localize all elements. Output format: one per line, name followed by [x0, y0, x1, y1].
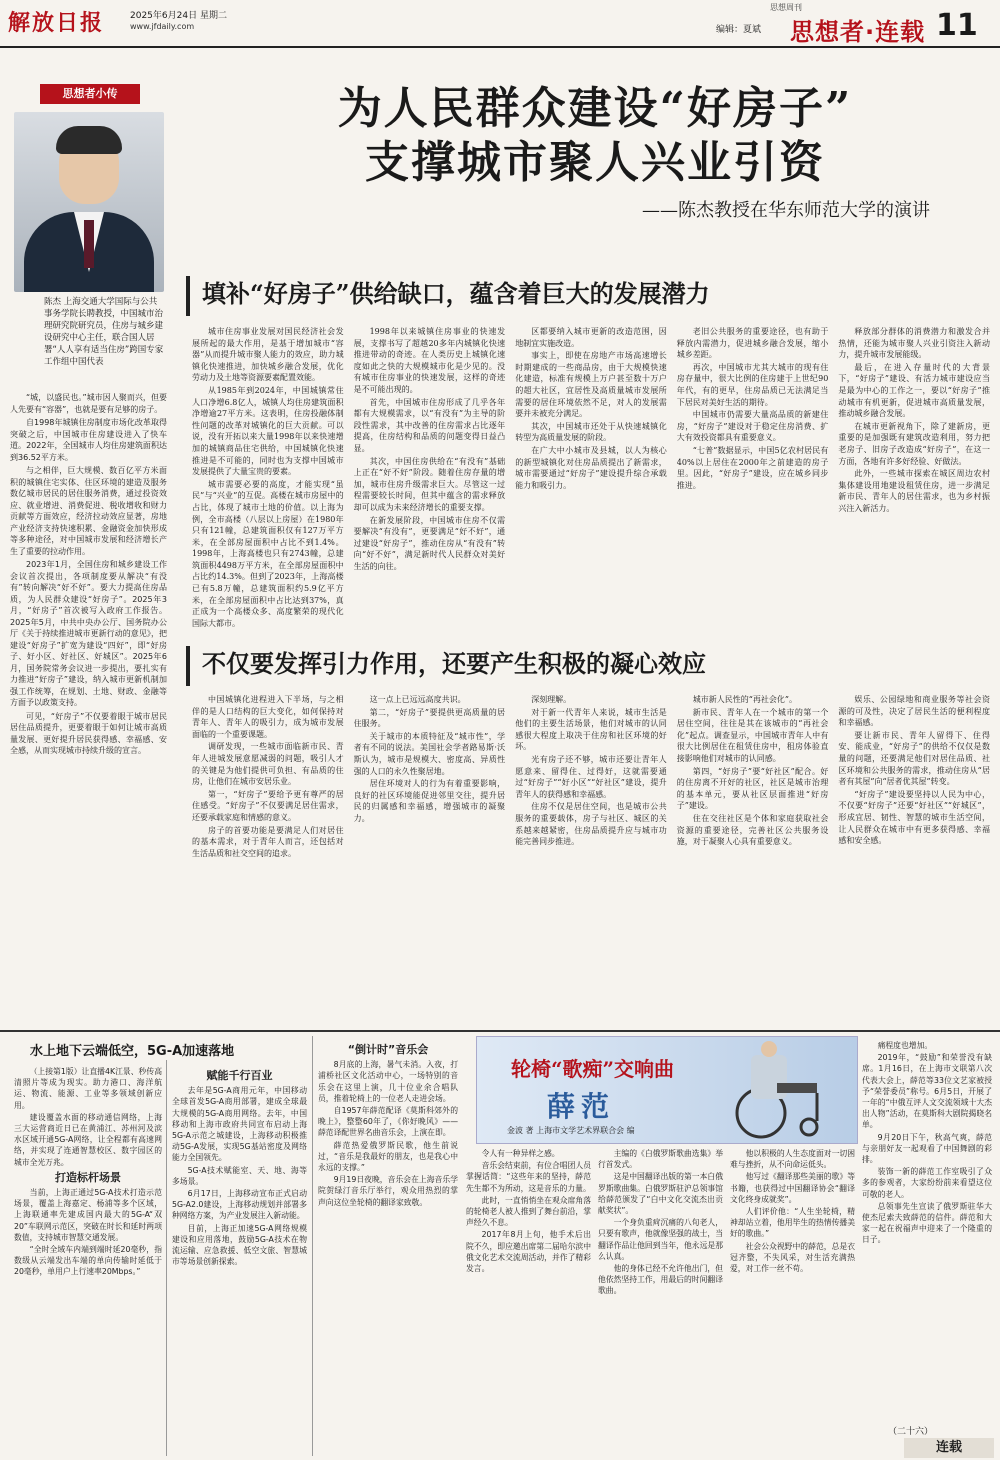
serial-column	[730, 1148, 855, 1454]
paragraph: 第二，“好房子”要提供更高质量的居住服务。	[353, 707, 506, 729]
news-column	[172, 1066, 307, 1460]
paragraph: 对于新一代青年人来说，城市生活是他们的主要生活场景，他们对城市的认同感很大程度上取决于住房和社区环境的好坏。	[515, 707, 667, 752]
paragraph: 第四，“好房子”要“好社区”配合。好的住房离不开好的社区，社区是城市治理的基本单元，要从社区层面推进“好房子”建设。	[676, 766, 829, 811]
serial-column	[466, 1148, 591, 1454]
sidebar-paragraph: 自1998年城镇住房制度市场化改革取得突破之后，中国城市住房建设进入了快车道。2022年，全国城市人均住房建筑面积达到36.52平方米。	[10, 418, 167, 462]
sidebar-article	[10, 392, 167, 759]
article-column	[838, 326, 990, 638]
paragraph: 痛程度也增加。	[877, 1041, 933, 1050]
book-credit: 金波 著 上海市文学艺术界联合会 编	[507, 1126, 635, 1135]
masthead	[0, 0, 1000, 48]
paragraph: 此时，一直悄悄坐在观众席角落的轮椅老人被人推到了舞台前沿，掌声经久不息。	[466, 1195, 591, 1228]
paragraph: 老旧公共服务的重要途径，也有助于释放内需潜力，促进城乡融合发展，缩小城乡差距。	[676, 327, 829, 360]
bio-tag: 思想者小传	[40, 84, 140, 104]
paragraph: 5G-A技术赋能室、天、地、海等多场景。	[172, 1165, 307, 1186]
paragraph: 他的身体已经不允许他出门，但他依然坚持工作，用最后的时间翻译歌曲。	[598, 1264, 723, 1296]
paragraph: 1998年以来城镇住房事业的快速发展，支撑书写了超越20多年内城镇化快速推进带动的奇迹。在人类历史上城镇化速度如此之快的大规模城市化是少见的。没有城市住房事业的快速发展，这样的奇迹是不可能出现的。	[353, 327, 506, 394]
sidebar-paragraph: 与之相伴，巨大规模、数百亿平方米面积的城镇住宅实体、住区环境的建造及服务数亿城市居民的居住服务消费，通过投资效应、就业增进、消费促进、税收增收和财力贡献等方面效应，经济拉动效应显著，房地产业经济支持快速积累、金融资金加快形成等多种途径，对中国城市发展和经济增长产生了重要的拉动作用。	[10, 466, 167, 556]
paragraph: 首先，中国城市住房形成了几乎各年都有大规模需求，以“有没有”为主导的阶段性需求，其中改善的住房需求占比逐年提高，住房结构和品质的问题变得日益凸显。	[353, 397, 506, 453]
paragraph: 主编的《白俄罗斯歌曲选集》举行首发式。	[598, 1149, 723, 1170]
book-title: 轮椅“歌痴”交响曲	[511, 1057, 675, 1081]
serial-column	[318, 1040, 458, 1454]
paragraph: 令人有一种异样之感。	[481, 1149, 560, 1158]
section-2-body	[192, 694, 990, 1024]
paragraph: 此外，一些城市探索在城区周边农村集体建设用地建设租赁住房，进一步满足新市民、青年人的居住需求，也为乡村振兴注入新活力。	[838, 469, 990, 513]
paragraph: 他以积极的人生态度面对一切困难与挫折，从不向命运低头。	[730, 1149, 855, 1170]
paragraph: 新市民、青年人在一个城市的第一个居住空间，往往是其在该城市的“再社会化”起点。调查显示，中国城市青年人中有很大比例居住在租赁住房中，租房体验直接影响他们对城市的认同感。	[676, 707, 829, 763]
serial-column	[862, 1040, 992, 1420]
headline-line-2: 支撑城市聚人兴业引资	[365, 137, 825, 188]
paragraph: 中国城市仍需要大量高品质的新建住房，“好房子”建设对于稳定住房消费、扩大有效投资都具有重要意义。	[676, 410, 829, 443]
paragraph: 他写过《翻译那些美丽的歌》等书籍，也获得过中国翻译协会“翻译文化终身成就奖”。	[730, 1172, 855, 1204]
article-column	[354, 694, 506, 1024]
website-link[interactable]: www.jfdaily.com	[130, 22, 195, 31]
paragraph: 最后，在进入存量时代的大背景下，“好房子”建设、有活力城市建设应当是最为中心的工作之一，要以“好房子”推动城市有机更新，促进城市高质量发展，推动城乡融合发展。	[838, 362, 990, 419]
paragraph: 2019年，“鼓励”和荣誉没有缺席。1月16日，在上海市文联第八次代表大会上，薛范等33位文艺家被授予“荣誉委员”称号。6月5日，开展了一年的“中俄互评人文交流领域十大杰出人物”活动，在莫斯科大剧院揭晓名单。	[862, 1053, 992, 1130]
paragraph: 住在交往社区是个体和家庭获取社会资源的重要途径，完善社区公共服务设施，对于凝聚人心具有重要意义。	[676, 813, 829, 847]
paragraph: 音乐会结束前，有位合唱团人员掌握话筒：“这些年来的坚持，薛范先生都不为所动，这是音乐的力量。	[466, 1161, 591, 1193]
weekly-label: 思想周刊	[770, 3, 802, 12]
paragraph: 社会公众视野中的薛范，总是衣冠齐整，不失风采，对生活充满热爱，对工作一丝不苟。	[730, 1241, 855, 1274]
news-subheading: 赋能千行百业	[206, 1069, 273, 1082]
paragraph: “全时全域车内端到端时延20毫秒，指数级从云端发出车端的单向传输时延低于20毫秒，单用户上行速率20Mbps。”	[14, 1245, 162, 1277]
newspaper-logo: 解放日报	[8, 10, 105, 36]
editor-credit: 编辑：夏斌	[716, 25, 762, 35]
sidebar-paragraph: “城，以盛民也。”城市因人聚而兴，但要人先要有“容器”，也就是要有足够的房子。	[10, 393, 167, 414]
paragraph: 自1957年薛范配译《莫斯科郊外的晚上》，整整60年了，《你好晚风》——薛范译配世界名曲音乐会，上演在即。	[318, 1106, 458, 1138]
paragraph: 关于城市的本质特征及“城市性”，学者有不同的说法。美国社会学者路易斯·沃斯认为，城市是规模大、密度高、异质性强的人口的永久性聚居地。	[353, 731, 506, 776]
section-1-body	[192, 326, 990, 638]
paragraph: 装饰一新的薛范工作室吸引了众多的参观者，大家纷纷前来看望这位可敬的老人。	[862, 1167, 992, 1199]
paragraph: 城市需要必要的高度，才能实现“虽民”与“兴业”的互促。高楼在城市房屋中的占比，体现了城市土地的价值。以上海为例，全市高楼（八层以上房屋）在1980年只有121幢，总建筑面积仅有127万平方米，在全部房屋面积中占比不到1.4%。1998年，上海高楼也只有2743幢，总建筑面积4498万平方米，在全部房屋面积中占比约14.3%。但到了2023年，上海高楼已有5.8万幢，总建筑面积约5.9亿平方米，在全部房屋面积中占比达到37%，真正成为一个高楼众多、高度繁荣的现代化国际大都市。	[192, 479, 344, 628]
article-column	[515, 694, 667, 1024]
article-column	[192, 694, 344, 1024]
page-number: 11	[936, 8, 978, 43]
paragraph: 娱乐、公园绿地和商业服务等社会资源的可及性，决定了居民生活的便利程度和幸福感。	[838, 695, 990, 728]
paragraph: 城市住房事业发展对国民经济社会发展所起的最大作用，是基于增加城市“容器”从而提升城市聚人能力的效应，助力城镇化快速推进，加快城乡融合发展，优化劳动力及土地等资源要素配置效能。	[192, 327, 344, 383]
paragraph: 6月17日，上海移动宣布正式启动5G-A2.0建设，上海移动规划并部署多种网络方案，为产业发展注入新动能。	[172, 1189, 307, 1221]
paragraph: “好房子”建设要坚持以人民为中心，不仅要“好房子”还要“好社区”“好城区”，形成宜居、韧性、智慧的城市生活空间，让人民群众在城市中有更多获得感、幸福感和安全感。	[838, 789, 990, 846]
author-portrait	[14, 112, 164, 292]
paragraph: 深刻理解。	[531, 695, 572, 704]
column-divider	[312, 1036, 313, 1456]
paragraph: 释放部分群体的消费潜力和激发合并热情，还能为城市聚人兴业引资注入新动力，提升城市发展能级。	[838, 327, 990, 360]
column-divider	[166, 1060, 167, 1456]
sidebar-paragraph: 可见，“好房子”不仅要着眼于城市居民居住品质提升，更要着眼于如何让城市高质量发展、更好提升居民获得感、幸福感、安全感，从而实现城市持续升级的宣言。	[10, 711, 167, 755]
paragraph: 这是中国翻译出版的第一本白俄罗斯歌曲集。白俄罗斯驻沪总领事馆给薛范颁发了“白中文化交流杰出贡献奖状”。	[598, 1172, 723, 1216]
paragraph: 当前，上海正通过5G-A技术打造示范场景，覆盖上海嘉定、杨浦等多个区域，上海联通率先建成国内最大的5G-A“双20”车联网示范区，突破在时长和延时两项数值，支持城市智慧交通发展。	[14, 1188, 162, 1242]
book-banner	[476, 1036, 858, 1144]
news-subheading: 打造标杆场景	[55, 1170, 121, 1184]
paragraph: 再次，中国城市尤其大城市的现有住房存量中，很大比例的住房建于上世纪90年代，有的更早，住房品质已无法满足当下居民对美好生活的期待。	[676, 362, 829, 407]
sidebar-paragraph: 2023年1月，全国住房和城乡建设工作会议首次提出，各项制度要从解决“有没有”转向解决“好不好”。要大力提高住房品质，为人民群众建设“好房子”。2025年3月，“好房子”首次被写入政府工作报告。2025年5月，中共中央办公厅、国务院办公厅《关于持续推进城市更新行动的意见》，把建设“好房子”扩宽为建设“四好”，即“好房子、好小区、好社区、好城区”。2025年6月，国务院常务会议进一步提出，要扎实有力推进“好房子”建设，纳入城市更新机制加强工作统筹，在规划、土地、财政、金融等方面予以政策支持。	[10, 560, 167, 707]
paragraph: 区都要纳入城市更新的改造范围，因地制宜实施改造。	[515, 327, 667, 348]
paragraph: 人们评价他：“人生坐轮椅，精神却站立着，他用毕生的热情传播美好的歌曲。”	[730, 1207, 855, 1239]
section-name: 思想者·连载	[790, 18, 926, 46]
section-2-title: 不仅要发挥引力作用，还要产生积极的凝心效应	[186, 646, 986, 686]
paragraph: 在广大中小城市及县城，以人为核心的新型城镇化对住房品质提出了新需求，城市需要通过“好房子”建设提升综合承载能力和吸引力。	[515, 445, 667, 490]
paragraph: 调研发现，一些城市面临新市民、青年人进城发展意愿减弱的问题，吸引人才的关键是为他们提供可负担、有品质的住房，让他们在城市安居乐业。	[192, 742, 344, 787]
paragraph: 这一点上已远远高度共识。	[369, 695, 466, 704]
paragraph: 薛范热爱俄罗斯民歌，他生前说过，“音乐是我最好的朋友，也是我心中永远的支撑。”	[318, 1140, 458, 1173]
main-headline	[200, 82, 990, 222]
article-column	[677, 694, 829, 1024]
issue-date: 2025年6月24日 星期二	[130, 11, 227, 21]
paragraph: 去年是5G-A商用元年，中国移动全球首发5G-A商用部署，建成全球最大规模的5G-A商用网络。去年，中国移动和上海市政府共同宣布启动上海5G-A示范之城建设，上海移动积极推动5G-A发展，实现5G基站密度及网络能力全国领先。	[172, 1086, 307, 1163]
paragraph: 建设覆盖水面的移动通信网络，上海三大运营商近日已在黄浦江、苏州河及滨水区域开通5G-A网络，让全程都有高速网络，并实现了连通智慧校区、数字园区的城市全光万兆。	[14, 1112, 162, 1167]
paragraph: （上接第1版）让直播4K江景、秒传高清照片等成为现实。助力港口、海洋航运、物流、能源、工业等多领域创新应用。	[14, 1067, 162, 1110]
headline-subtitle: ——陈杰教授在华东师范大学的演讲	[642, 200, 930, 221]
paragraph: 城市新人民性的“再社会化”。	[692, 695, 797, 704]
article-column	[677, 326, 829, 638]
serial-subheading: “倒计时”音乐会	[347, 1043, 429, 1056]
paragraph: 房子的首要功能是要满足人们对居住的基本需求，对于青年人而言，还包括对生活品质和社交空间的追求。	[192, 825, 344, 858]
paragraph: 8月底的上海，暑气未消。入夜，打浦桥社区文化活动中心，一场特别的音乐会在这里上演，几十位业余合唱队员，推着轮椅上的一位老人走进会场。	[318, 1060, 458, 1103]
paragraph: 2017年8月上旬，他手术后出院不久，即应邀出席第二届哈尔滨中俄文化艺术交流周活动，并作了精彩发言。	[466, 1230, 591, 1274]
paragraph: 一个身负重疴沉痛的八旬老人，只要有歌声，他就像坚强的战士，当翻译作品让他回到当年，他永远是那么认真。	[598, 1218, 723, 1261]
serial-label: 连载	[904, 1438, 994, 1458]
paragraph: 居住环境对人的行为有着重要影响，良好的社区环境能促进邻里交往，提升居民的归属感和幸福感，增强城市的凝聚力。	[353, 779, 506, 823]
paragraph: 总领事先生宣读了俄罗斯驻华大使杰尼索夫致薛范的信件。薛范和大家一起在祝福声中迎来了一个隆重的日子。	[862, 1201, 992, 1245]
paragraph: 9月19日夜晚，音乐会在上海音乐学院贺绿汀音乐厅举行，观众用热烈的掌声向这位坐轮椅的翻译家致敬。	[318, 1175, 458, 1207]
paragraph: 事实上，即使在房地产市场高速增长时期建成的一些商品房，由于大规模快速化建造，标准有规模上万户甚至数十万户的超大社区，宜居性及高质量城市发展所需要的居住环境依然不足，对人的发展需要并未被充分满足。	[515, 351, 667, 419]
paragraph: 要让新市民、青年人留得下、住得安、能成业，“好房子”的供给不仅仅是数量的问题，还要满足他们对居住品质、社区环境和公共服务的需求，推动住房从“居者有其屋”向“居者优其屋”转变。	[838, 730, 990, 787]
paragraph: 光有房子还不够，城市还要让青年人愿意来、留得住、过得好，这就需要通过“好房子”“好小区”“好社区”建设，提升青年人的获得感和幸福感。	[515, 754, 667, 799]
article-column	[515, 326, 667, 638]
wheelchair-illustration	[691, 1041, 851, 1141]
news-column	[14, 1066, 162, 1454]
paragraph: 目前，上海正加速5G-A网络规模建设和应用落地，鼓励5G-A技术在物流运输、应急救援、低空文旅、智慧城市等场景创新探索。	[172, 1223, 307, 1267]
paragraph: 中国城镇化进程进入下半场，与之相伴的是人口结构的巨大变化，如何保持对青年人、青年人的吸引力，成为城市发展面临的一个重要课题。	[192, 695, 344, 739]
paragraph: “七普”数据显示，中国5亿农村居民有40%以上居住在2000年之前建造的房子里。因此，“好房子”建设，应在城乡同步推进。	[676, 445, 829, 490]
serial-column	[598, 1148, 723, 1454]
article-column	[192, 326, 344, 638]
book-subject-name: 薛范	[547, 1090, 616, 1123]
headline-line-1: 为人民群众建设“好房子”	[337, 83, 853, 134]
paragraph: 住房不仅是居住空间，也是城市公共服务的重要载体，房子与社区、城区的关系越来越紧密，住房品质提升应与城市功能完善同步推进。	[515, 802, 667, 847]
section-divider	[0, 1030, 1000, 1032]
series-number: （二十六）	[888, 1427, 934, 1437]
paragraph: 其次，中国住房供给在“有没有”基础上正在“好不好”阶段。随着住房存量的增加，城市住房升级需求巨大。尽管这一过程需要较长时间，但其中蕴含的需求释放却可以成为未来经济增长的重要支撑。	[353, 456, 506, 512]
author-bio: 陈杰 上海交通大学国际与公共事务学院长聘教授，中国城市治理研究院研究员，住房与城乡建设研究中心主任，联合国人居署“人人享有适当住房”跨国专家工作组中国代表	[44, 297, 164, 367]
paragraph: 在城市更新视角下，除了建新房，更重要的是加强既有建筑改造利用，努力把老房子、旧房子改造成“好房子”，在这一方面，各地有许多好经验、好做法。	[838, 421, 990, 466]
paragraph: 9月20日下午，秋高气爽，薛范与亲朋好友一起观看了中国舞剧的彩排。	[862, 1132, 992, 1165]
section-1-title: 填补“好房子”供给缺口，蕴含着巨大的发展潜力	[186, 276, 986, 316]
paragraph: 在新发展阶段，中国城市住房不仅需要解决“有没有”，更要满足“好不好”，通过建设“好房子”，推动住房从“有没有”转向“好不好”，满足新时代人民群众对美好生活的向往。	[353, 515, 506, 571]
paragraph: 其次，中国城市还处于从快速城镇化转型为高质量发展的阶段。	[515, 421, 667, 443]
news-headline: 水上地下云端低空，5G-A加速落地	[30, 1044, 235, 1059]
paragraph: 第一，“好房子”要给予更有尊严的居住感受。“好房子”不仅要满足居住需求，还要承载家庭和情感的意义。	[192, 789, 344, 822]
article-column	[354, 326, 506, 638]
paragraph: 从1985年到2024年，中国城镇常住人口净增6.8亿人，城镇人均住房建筑面积净增逾27平方米。这表明，住房投融体制性问题的改革对城镇化的巨大贡献。可以说，没有开拓以来大量1998年以来快速增加的城镇商品住宅供给，中国城镇化快速推进是不可能的，同时也为支撑中国城市发展提供了大量宝贵的要素。	[192, 385, 344, 477]
article-column	[838, 694, 990, 1024]
